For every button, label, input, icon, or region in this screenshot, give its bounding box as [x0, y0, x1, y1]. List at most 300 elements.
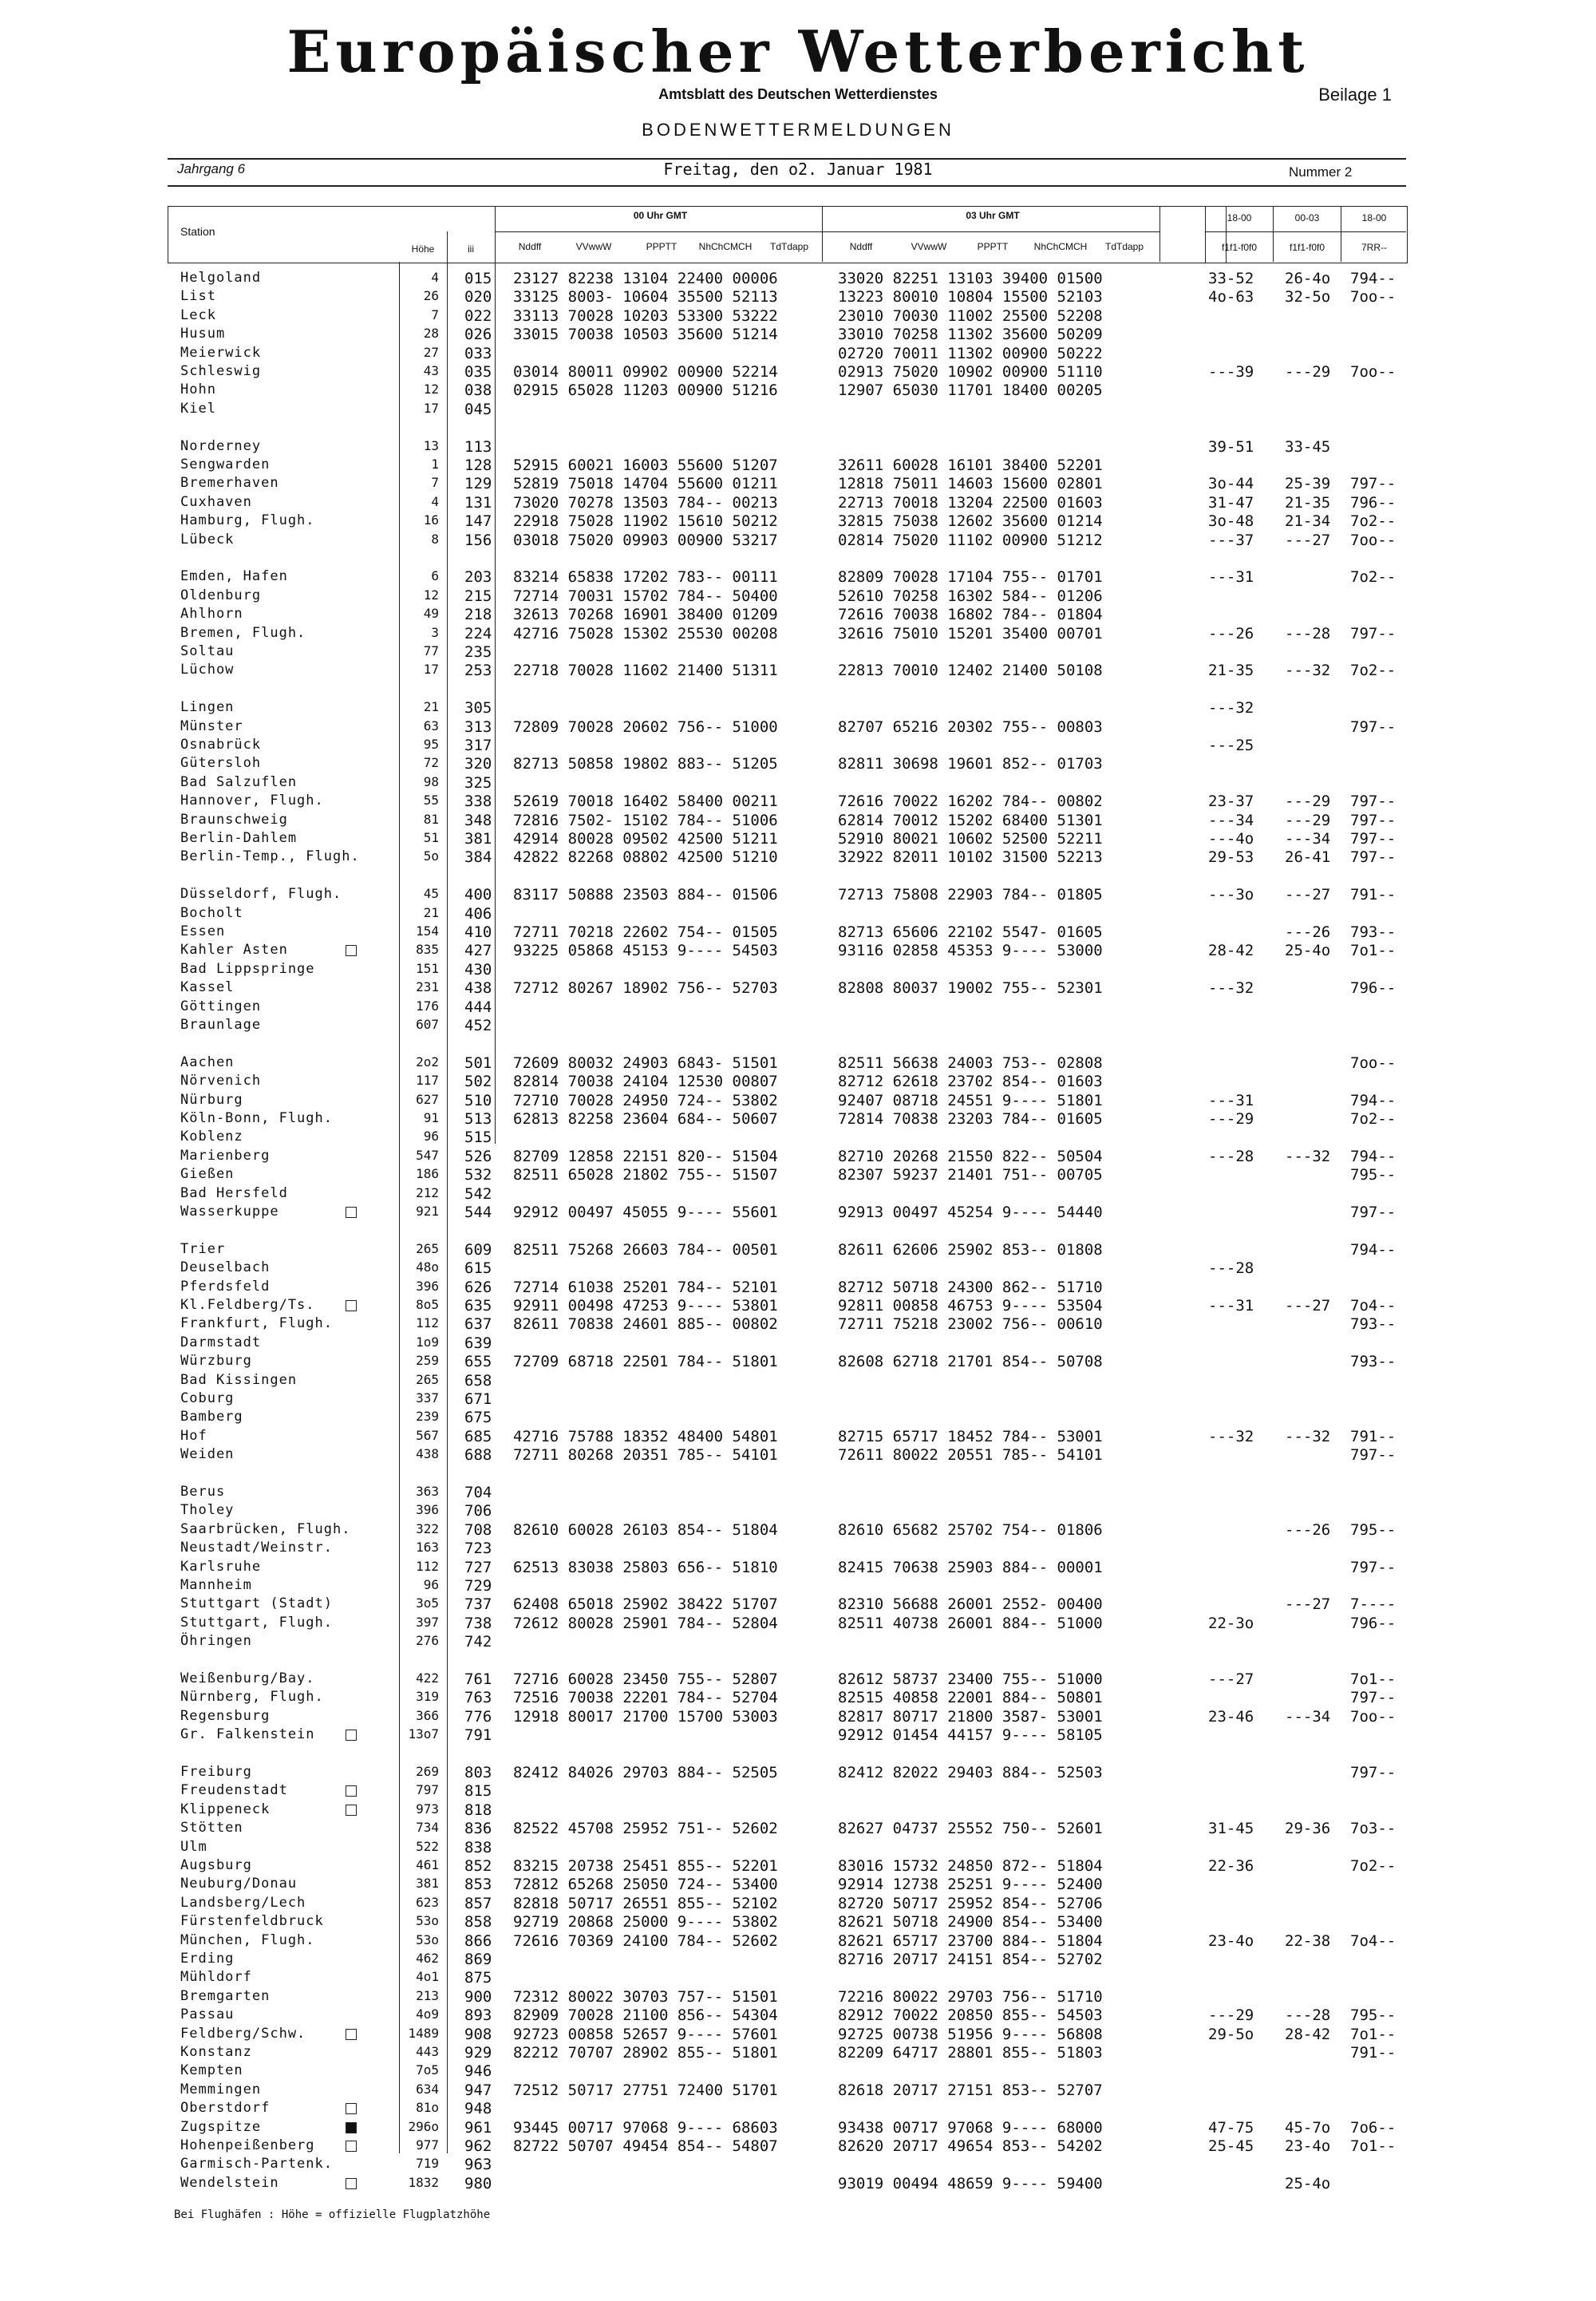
station-name: Osnabrück — [180, 737, 262, 753]
station-name: Oldenburg — [180, 587, 262, 603]
station-name: Neuburg/Donau — [180, 1876, 298, 1892]
col-nhch-00: NhChCMCH — [698, 241, 753, 252]
open-square-icon — [346, 945, 357, 956]
table-row — [0, 2156, 1596, 2174]
table-row — [0, 1764, 1596, 1782]
station-name: Zugspitze — [180, 2118, 262, 2135]
precip-18-00: 794-- — [1350, 1240, 1396, 1259]
station-height: 151 — [416, 960, 439, 976]
station-id: 542 — [464, 1184, 492, 1203]
precip-18-00: 7oo-- — [1350, 288, 1396, 306]
station-height: 96 — [423, 1577, 439, 1592]
station-height: 8 — [431, 531, 439, 547]
station-name: Nürburg — [180, 1091, 243, 1108]
station-id: 156 — [464, 531, 492, 549]
col-divider — [447, 231, 448, 262]
obs-03: 82707 65216 20302 755-- 00803 — [838, 718, 1103, 736]
station-height: 296o — [408, 2118, 439, 2134]
obs-03: 83016 15732 24850 872-- 51804 — [838, 1857, 1103, 1875]
station-height: 43 — [423, 363, 439, 378]
station-height: 719 — [416, 2156, 439, 2172]
table-row — [0, 1428, 1596, 1446]
gust-00-03: ---28 — [1285, 2006, 1331, 2025]
gust-18-00: 31-47 — [1208, 493, 1254, 512]
gust-18-00: 28-42 — [1208, 942, 1254, 960]
obs-03: 82715 65717 18452 784-- 53001 — [838, 1427, 1103, 1445]
station-id: 704 — [464, 1484, 492, 1501]
station-name: Hof — [180, 1427, 207, 1444]
table-row — [0, 2100, 1596, 2118]
table-row — [0, 568, 1596, 587]
precip-18-00: 7oo-- — [1350, 531, 1396, 549]
station-name: Garmisch-Partenk. — [180, 2156, 333, 2173]
station-id: 857 — [464, 1894, 492, 1912]
table-row — [0, 288, 1596, 306]
precip-18-00: 7oo-- — [1350, 1707, 1396, 1726]
obs-03: 92407 08718 24551 9---- 51801 — [838, 1091, 1103, 1109]
open-square-icon — [346, 1805, 357, 1816]
obs-00: 72512 50717 27751 72400 51701 — [513, 2081, 778, 2099]
gust-18-00: ---32 — [1208, 699, 1254, 718]
table-row — [0, 1484, 1596, 1502]
station-height: 1832 — [408, 2174, 439, 2190]
station-id: 688 — [464, 1446, 492, 1465]
table-row — [0, 793, 1596, 811]
station-name: Leck — [180, 306, 216, 323]
obs-03: 72814 70838 23203 784-- 01605 — [838, 1110, 1103, 1128]
table-row — [0, 1932, 1596, 1951]
station-id: 626 — [464, 1278, 492, 1296]
station-id: 348 — [464, 811, 492, 829]
obs-00: 62813 82258 23604 684-- 50607 — [513, 1110, 778, 1128]
station-id: 738 — [464, 1614, 492, 1632]
obs-00: 62408 65018 25902 38422 51707 — [513, 1595, 778, 1614]
station-id: 038 — [464, 382, 492, 400]
group-00-header: 00 Uhr GMT — [633, 210, 688, 221]
obs-03: 82307 59237 21401 751-- 00705 — [838, 1166, 1103, 1184]
station-name: Freudenstadt — [180, 1782, 288, 1799]
station-name: Braunlage — [180, 1017, 262, 1033]
station-id: 852 — [464, 1857, 492, 1875]
station-id: 131 — [464, 493, 492, 512]
table-row — [0, 830, 1596, 848]
gust-00-03: ---27 — [1285, 531, 1331, 549]
table-row — [0, 1241, 1596, 1259]
gust-18-00: ---25 — [1208, 737, 1254, 754]
table-row — [0, 1110, 1596, 1129]
obs-00: 82709 12858 22151 820-- 51504 — [513, 1147, 778, 1165]
station-name: Marienberg — [180, 1147, 271, 1164]
station-height: 48o — [416, 1259, 439, 1275]
obs-03: 93019 00494 48659 9---- 59400 — [838, 2174, 1103, 2192]
station-name: Bremgarten — [180, 1987, 271, 2004]
period-00-03-header: 00-03 — [1294, 212, 1320, 223]
table-row — [0, 1148, 1596, 1166]
obs-00: 82412 84026 29703 884-- 52505 — [513, 1764, 778, 1781]
station-height: 45 — [423, 886, 439, 902]
obs-03: 92914 12738 25251 9---- 52400 — [838, 1876, 1103, 1894]
gust-00-03: 21-35 — [1285, 493, 1331, 512]
table-row — [0, 1446, 1596, 1465]
station-height: 17 — [423, 662, 439, 678]
subtitle: Amtsblatt des Deutschen Wetterdienstes — [658, 86, 938, 102]
station-height: 322 — [416, 1520, 439, 1536]
station-name: Kassel — [180, 979, 235, 996]
station-height: 462 — [416, 1951, 439, 1966]
table-row — [0, 774, 1596, 793]
station-height: 154 — [416, 923, 439, 939]
gust-18-00: 22-3o — [1208, 1614, 1254, 1632]
station-height: 623 — [416, 1894, 439, 1910]
gust-00-03: 32-5o — [1285, 288, 1331, 306]
station-id: 235 — [464, 643, 492, 661]
obs-00: 82909 70028 21100 856-- 54304 — [513, 2006, 778, 2025]
station-id: 761 — [464, 1670, 492, 1688]
station-name: Schleswig — [180, 363, 262, 379]
header-rule-bottom — [168, 185, 1406, 187]
obs-00: 72516 70038 22201 784-- 52704 — [513, 1689, 778, 1707]
station-height: 319 — [416, 1689, 439, 1705]
station-id: 320 — [464, 755, 492, 773]
table-row — [0, 1577, 1596, 1595]
station-id: 532 — [464, 1166, 492, 1184]
precip-18-00: 7o2-- — [1350, 662, 1396, 680]
station-id: 947 — [464, 2081, 492, 2099]
table-row — [0, 1185, 1596, 1204]
obs-00: 12918 80017 21700 15700 53003 — [513, 1707, 778, 1726]
station-id: 452 — [464, 1017, 492, 1034]
station-name: Landsberg/Lech — [180, 1894, 306, 1911]
station-height: 7 — [431, 306, 439, 322]
table-row — [0, 718, 1596, 737]
obs-00: 73020 70278 13503 784-- 00213 — [513, 493, 778, 512]
station-height: 627 — [416, 1091, 439, 1107]
station-height: 3 — [431, 624, 439, 640]
table-row — [0, 923, 1596, 942]
station-name: Düsseldorf, Flugh. — [180, 886, 342, 903]
gust-00-03: 26-41 — [1285, 848, 1331, 867]
station-id: 305 — [464, 699, 492, 718]
obs-00: 72714 61038 25201 784-- 52101 — [513, 1278, 778, 1296]
obs-03: 82912 70022 20850 855-- 54503 — [838, 2006, 1103, 2025]
station-id: 706 — [464, 1502, 492, 1520]
station-name: Neustadt/Weinstr. — [180, 1540, 333, 1556]
station-height: 269 — [416, 1764, 439, 1779]
station-name: Hannover, Flugh. — [180, 793, 324, 809]
station-name: Braunschweig — [180, 811, 288, 828]
col-ppptt-00: PPPTT — [646, 241, 678, 252]
station-header: Station — [180, 225, 215, 238]
period-18-00-header: 18-00 — [1227, 212, 1252, 223]
obs-03: 72611 80022 20551 785-- 54101 — [838, 1446, 1103, 1465]
gust-18-00: 3o-44 — [1208, 475, 1254, 493]
station-height: 239 — [416, 1409, 439, 1425]
table-row — [0, 812, 1596, 830]
station-id: 838 — [464, 1838, 492, 1856]
gust-18-00: ---28 — [1208, 1147, 1254, 1165]
obs-00: 93225 05868 45153 9---- 54503 — [513, 942, 778, 960]
precip-18-00: 791-- — [1350, 2044, 1396, 2062]
table-row — [0, 1726, 1596, 1745]
station-height: 4o9 — [416, 2006, 439, 2022]
precip-18-00: 7oo-- — [1350, 1054, 1396, 1072]
table-row — [0, 1017, 1596, 1035]
station-id: 818 — [464, 1801, 492, 1819]
obs-00: 22918 75028 11902 15610 50212 — [513, 512, 778, 531]
station-id: 869 — [464, 1951, 492, 1968]
precip-18-00: 7o6-- — [1350, 2118, 1396, 2137]
station-height: 337 — [416, 1390, 439, 1406]
gust-18-00: ---32 — [1208, 979, 1254, 998]
station-height: 634 — [416, 2081, 439, 2097]
station-name: Freiburg — [180, 1764, 252, 1780]
col-tdtd-03: TdTdapp — [1104, 241, 1144, 252]
table-row — [0, 1073, 1596, 1091]
station-id: 776 — [464, 1707, 492, 1726]
station-height: 95 — [423, 737, 439, 752]
obs-03: 92811 00858 46753 9---- 53504 — [838, 1297, 1103, 1315]
obs-03: 82511 56638 24003 753-- 02808 — [838, 1054, 1103, 1072]
station-id: 515 — [464, 1129, 492, 1147]
table-row — [0, 1857, 1596, 1876]
station-name: List — [180, 288, 216, 305]
obs-00: 82511 75268 26603 784-- 00501 — [513, 1240, 778, 1259]
obs-00: 72711 70218 22602 754-- 01505 — [513, 923, 778, 941]
gust-18-00: 25-45 — [1208, 2137, 1254, 2155]
obs-03: 82716 20717 24151 854-- 52702 — [838, 1951, 1103, 1968]
gust-18-00: ---29 — [1208, 1110, 1254, 1128]
obs-00: 72816 7502- 15102 784-- 51006 — [513, 811, 778, 829]
station-name: Sengwarden — [180, 457, 271, 472]
obs-03: 82621 50718 24900 854-- 53400 — [838, 1913, 1103, 1931]
precip-header: 7RR-- — [1361, 242, 1387, 253]
station-height: 72 — [423, 755, 439, 771]
station-id: 129 — [464, 475, 492, 493]
station-height: 96 — [423, 1129, 439, 1145]
col-rule — [1205, 231, 1406, 232]
station-name: Emden, Hafen — [180, 568, 288, 585]
station-name: Essen — [180, 923, 226, 939]
station-id: 026 — [464, 326, 492, 344]
col-ppptt-03: PPPTT — [977, 241, 1009, 252]
table-row — [0, 1409, 1596, 1427]
station-id: 609 — [464, 1240, 492, 1259]
gust-00-03: ---26 — [1285, 923, 1331, 941]
open-square-icon — [346, 1730, 357, 1741]
station-name: Stötten — [180, 1820, 243, 1836]
table-row — [0, 905, 1596, 923]
obs-03: 82610 65682 25702 754-- 01806 — [838, 1520, 1103, 1539]
station-id: 763 — [464, 1689, 492, 1707]
station-height: 7 — [431, 475, 439, 491]
table-row — [0, 1297, 1596, 1315]
station-name: Husum — [180, 326, 226, 342]
section-title: BODENWETTERMELDUNGEN — [642, 120, 954, 140]
station-height: 265 — [416, 1240, 439, 1256]
station-name: Weiden — [180, 1446, 235, 1463]
station-height: 112 — [416, 1315, 439, 1331]
table-row — [0, 326, 1596, 344]
obs-00: 52619 70018 16402 58400 00211 — [513, 793, 778, 811]
gust-00-03: ---28 — [1285, 624, 1331, 642]
table-row — [0, 1166, 1596, 1184]
obs-00: 82722 50707 49454 854-- 54807 — [513, 2137, 778, 2155]
station-name: Köln-Bonn, Flugh. — [180, 1110, 333, 1126]
station-id: 022 — [464, 306, 492, 325]
obs-00: 82610 60028 26103 854-- 51804 — [513, 1520, 778, 1539]
station-name: Lingen — [180, 699, 235, 716]
table-row — [0, 1502, 1596, 1520]
station-height: 53o — [416, 1931, 439, 1947]
table-row — [0, 979, 1596, 998]
station-height: 396 — [416, 1502, 439, 1518]
obs-03: 92913 00497 45254 9---- 54440 — [838, 1204, 1103, 1221]
station-height: 21 — [423, 699, 439, 715]
table-row — [0, 2175, 1596, 2193]
gust-18-00: ---31 — [1208, 1297, 1254, 1315]
station-height: 212 — [416, 1184, 439, 1200]
station-id: 729 — [464, 1577, 492, 1595]
gust-18-00: 39-51 — [1208, 437, 1254, 456]
obs-03: 82621 65717 23700 884-- 51804 — [838, 1931, 1103, 1950]
gust-18-00: ---26 — [1208, 624, 1254, 642]
iii-header: iii — [468, 243, 474, 255]
table-row — [0, 2026, 1596, 2044]
station-id: 815 — [464, 1782, 492, 1801]
col-vvwww-03: VVwwW — [911, 241, 947, 252]
precip-18-00: 796-- — [1350, 1614, 1396, 1632]
station-id: 908 — [464, 2025, 492, 2043]
station-height: 55 — [423, 793, 439, 809]
station-id: 858 — [464, 1913, 492, 1931]
table-row — [0, 270, 1596, 288]
station-height: 734 — [416, 1820, 439, 1836]
station-name: Mannheim — [180, 1577, 252, 1593]
table-row — [0, 1969, 1596, 1987]
obs-00: 72712 80267 18902 756-- 52703 — [513, 979, 778, 998]
obs-03: 82712 62618 23702 854-- 01603 — [838, 1073, 1103, 1091]
station-name: Lüchow — [180, 662, 235, 678]
station-name: Pferdsfeld — [180, 1278, 271, 1295]
station-height: 5o — [423, 848, 439, 864]
gust-18-00: ---39 — [1208, 363, 1254, 381]
station-height: 91 — [423, 1110, 439, 1125]
precip-18-00: 797-- — [1350, 1558, 1396, 1576]
obs-03: 93438 00717 97068 9---- 68000 — [838, 2118, 1103, 2137]
precip-18-00: 7o1-- — [1350, 2137, 1396, 2155]
obs-00: 83117 50888 23503 884-- 01506 — [513, 886, 778, 904]
station-height: 973 — [416, 1801, 439, 1817]
station-id: 980 — [464, 2174, 492, 2192]
station-name: Gütersloh — [180, 755, 262, 772]
station-id: 948 — [464, 2100, 492, 2118]
obs-03: 82710 20268 21550 822-- 50504 — [838, 1147, 1103, 1165]
station-name: Bremerhaven — [180, 475, 279, 492]
station-name: Ahlhorn — [180, 606, 243, 623]
station-id: 655 — [464, 1353, 492, 1371]
table-row — [0, 2137, 1596, 2156]
station-name: Bad Hersfeld — [180, 1184, 288, 1201]
station-height: 81 — [423, 811, 439, 827]
station-height: 176 — [416, 998, 439, 1014]
table-row — [0, 512, 1596, 531]
gust-00-03: ---32 — [1285, 1147, 1331, 1165]
precip-18-00: 795-- — [1350, 1520, 1396, 1539]
station-id: 317 — [464, 737, 492, 754]
obs-03: 82817 80717 21800 3587- 53001 — [838, 1707, 1103, 1726]
gust-00-03: ---27 — [1285, 1297, 1331, 1315]
precip-18-00: 797-- — [1350, 811, 1396, 829]
gust-18-00: ---28 — [1208, 1259, 1254, 1278]
obs-03: 82511 40738 26001 884-- 51000 — [838, 1614, 1103, 1632]
obs-03: 82612 58737 23400 755-- 51000 — [838, 1670, 1103, 1688]
obs-03: 92912 01454 44157 9---- 58105 — [838, 1726, 1103, 1745]
station-id: 325 — [464, 773, 492, 792]
station-name: Trier — [180, 1240, 226, 1257]
station-id: 147 — [464, 512, 492, 531]
station-id: 737 — [464, 1595, 492, 1614]
obs-03: 23010 70030 11002 25500 52208 — [838, 306, 1103, 325]
obs-00: 72609 80032 24903 6843- 51501 — [513, 1054, 778, 1072]
table-row — [0, 699, 1596, 718]
station-id: 836 — [464, 1820, 492, 1838]
obs-00: 22718 70028 11602 21400 51311 — [513, 662, 778, 680]
station-height: 363 — [416, 1484, 439, 1499]
gust-00-03: 23-4o — [1285, 2137, 1331, 2155]
station-height: 461 — [416, 1857, 439, 1872]
station-name: Würzburg — [180, 1353, 252, 1370]
station-id: 501 — [464, 1054, 492, 1072]
station-height: 27 — [423, 344, 439, 360]
gust-header-1: f1f1-f0f0 — [1221, 242, 1258, 253]
precip-18-00: 797-- — [1350, 848, 1396, 867]
station-name: Berus — [180, 1484, 226, 1500]
col-rule — [495, 231, 1159, 232]
precip-18-00: 797-- — [1350, 793, 1396, 811]
obs-03: 82627 04737 25552 750-- 52601 — [838, 1820, 1103, 1838]
table-row — [0, 1913, 1596, 1931]
station-id: 015 — [464, 270, 492, 287]
obs-00: 92719 20868 25000 9---- 53802 — [513, 1913, 778, 1931]
table-row — [0, 1615, 1596, 1633]
obs-00: 33015 70038 10503 35600 51214 — [513, 326, 778, 344]
table-row — [0, 345, 1596, 363]
obs-00: 72312 80022 30703 757-- 51501 — [513, 1987, 778, 2006]
obs-03: 72711 75218 23002 756-- 00610 — [838, 1315, 1103, 1334]
gust-00-03: ---29 — [1285, 811, 1331, 829]
table-row — [0, 1595, 1596, 1614]
obs-03: 12818 75011 14603 15600 02801 — [838, 475, 1103, 493]
precip-18-00: 7o3-- — [1350, 1820, 1396, 1838]
precip-18-00: 797-- — [1350, 830, 1396, 848]
obs-03: 32616 75010 15201 35400 00701 — [838, 624, 1103, 642]
gust-00-03: ---29 — [1285, 793, 1331, 811]
table-row — [0, 2082, 1596, 2100]
group-03-header: 03 Uhr GMT — [966, 210, 1020, 221]
obs-00: 92912 00497 45055 9---- 55601 — [513, 1204, 778, 1221]
table-row — [0, 1315, 1596, 1334]
col-nddff-03: Nddff — [849, 241, 873, 252]
table-row — [0, 1689, 1596, 1707]
station-name: Norderney — [180, 437, 262, 454]
gust-00-03: 29-36 — [1285, 1820, 1331, 1838]
gust-18-00: 4o-63 — [1208, 288, 1254, 306]
period-18-00b-header: 18-00 — [1361, 212, 1387, 223]
station-height: 8o5 — [416, 1297, 439, 1312]
station-height: 77 — [423, 643, 439, 658]
station-height: 51 — [423, 830, 439, 845]
station-id: 510 — [464, 1091, 492, 1109]
